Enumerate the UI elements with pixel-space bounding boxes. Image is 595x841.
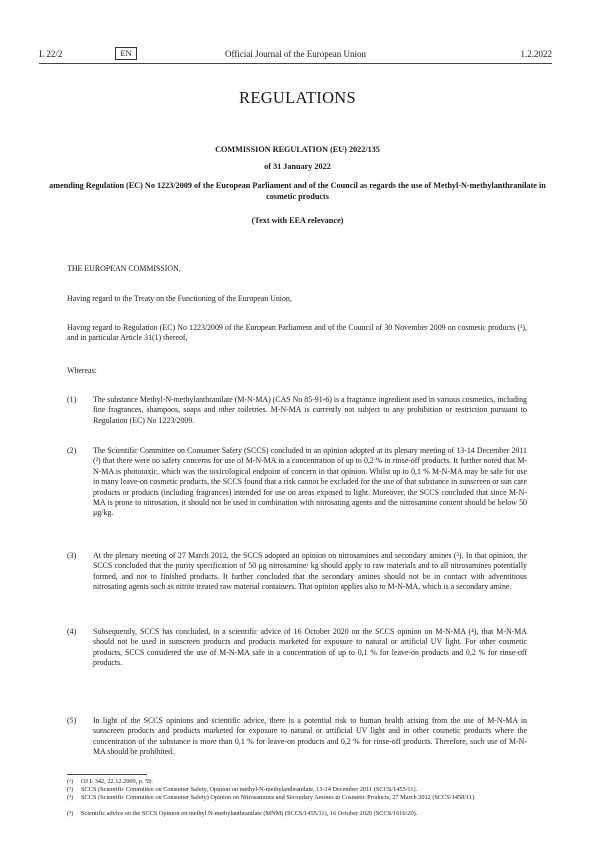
footnote-number: (¹): [67, 778, 74, 785]
regulation-subject: amending Regulation (EC) No 1223/2009 of the European Parliament and of the Council as regards the use of Methyl-N-methylanthranilate in cosmetic products: [49, 181, 546, 201]
header-rule: [39, 63, 552, 64]
eea-relevance: (Text with EEA relevance): [251, 216, 344, 225]
recital-number: (3): [67, 551, 77, 560]
journal-header: [39, 47, 552, 61]
regulation-citation: Having regard to Regulation (EC) No 1223/2009 of the European Parliament and of the Council of 30 November 2009 on cosmetic products (¹), and in particular Article 31(1) thereof,: [67, 323, 527, 343]
commission-line: THE EUROPEAN COMMISSION,: [67, 264, 181, 273]
language-badge: EN: [115, 47, 137, 60]
treaty-citation: Having regard to the Treaty on the Functioning of the European Union,: [67, 294, 292, 303]
recital-text: At the plenary meeting of 27 March 2012, the SCCS adopted an opinion on nitrosamines and secondary amines (³). In that opinion, the SCCS concluded that the purity specification of 50 μg nitrosamine/ kg should apply to raw materials and to all nitrosamines potentially formed, and not to finished products. It further concluded that the secondary amines should not be in contact with adventitious nitrosating agents such as nitrite treated raw material containers. That opinion applies also to M-N-MA, which is a secondary amine.: [93, 551, 527, 592]
footnote-text: OJ L 342, 22.12.2009, p. 59.: [81, 778, 154, 785]
recital-number: (1): [67, 395, 77, 404]
footnote-number: (⁴): [67, 810, 74, 817]
footnote-text: Scientific advice on the SCCS Opinion on methyl N-methylanthranilate (MNM) (SCCS/1455/11), 16 October 2020 (SCCS/1616/20).: [81, 810, 418, 817]
section-title: REGULATIONS: [239, 88, 356, 107]
recital-number: (5): [67, 716, 77, 725]
recital-number: (4): [67, 627, 77, 636]
recital-text: In light of the SCCS opinions and scientific advice, there is a potential risk to human health arising from the use of M-N-MA in sunscreen products and products marketed for exposure to natural or artificial UV light and in other cosmetic products where the concentration of the substance is more than 0,1 % for leave-on products and 0,2 % for rinse-off products. Therefore, such use of M-N-MA should be prohibited.: [93, 716, 527, 757]
footnote-text: SCCS (Scientific Committee on Consumer Safety, Opinion on methyl-N-methylanthranilate, 13-14 December 2011 (SCCS/1455/11).: [81, 786, 418, 793]
footnote-rule: [67, 774, 147, 775]
recital-text: The Scientific Committee on Consumer Safety (SCCS) concluded in an opinion adopted at its plenary meeting of 13-14 December 2011 (²) that there were no safety concerns for use of M-N-MA in a concentration of up to 0,2 % in rinse-off products. It further noted that M-N-MA is phototoxic, which was the toxicological endpoint of concern in that opinion. Whilst up to 0,1 % M-N-MA may be safe for use in many leave-on cosmetic products, the SCCS found that a risk cannot be excluded for the use of that substance in sunscreen or sun care products or products (including fragrances) intended for use on areas exposed to light. Moreover, the SCCS concluded that since M-N-MA is prone to nitrosation, it should not be used in combination with nitrosating agents and the nitrosamine content should be below 50 μg/kg.: [93, 446, 527, 518]
recital-text: The substance Methyl-N-methylanthranilate (M-N-MA) (CAS No 85-91-6) is a fragrance ingredient used in various cosmetics, including fine fragrances, shampoos, soaps and other toiletries. M-N-MA is currently not subject to any prohibition or restriction pursuant to Regulation (EC) No 1223/2009.: [93, 395, 527, 425]
page-reference: L 22/2: [39, 49, 63, 59]
whereas-heading: Whereas:: [67, 366, 97, 375]
footnote-number: (²): [67, 786, 74, 793]
regulation-date: of 31 January 2022: [264, 162, 331, 171]
publication-date: 1.2.2022: [520, 49, 552, 59]
recital-number: (2): [67, 446, 77, 455]
regulation-title: COMMISSION REGULATION (EU) 2022/135: [215, 145, 380, 154]
footnote-number: (³): [67, 794, 74, 801]
journal-title: Official Journal of the European Union: [225, 49, 367, 59]
footnote-text: SCCS (Scientific Committee on Consumer Safety) Opinion on Nitrosamines and Secondary Amines in Cosmetic Products, 27 March 2012 (SCCS/1458/11).: [81, 794, 476, 801]
recital-text: Subsequently, SCCS has concluded, in a scientific advice of 16 October 2020 on the SCCS opinion on M-N-MA (⁴), that M-N-MA should not be used in sunscreen products and products marketed for exposure to natural or artificial UV light. For other cosmetic products, SCCS considered the use of M-N-MA safe in a concentration of up to 0,1 % for leave-on products and 0,2 % for rinse-off products.: [93, 627, 527, 668]
